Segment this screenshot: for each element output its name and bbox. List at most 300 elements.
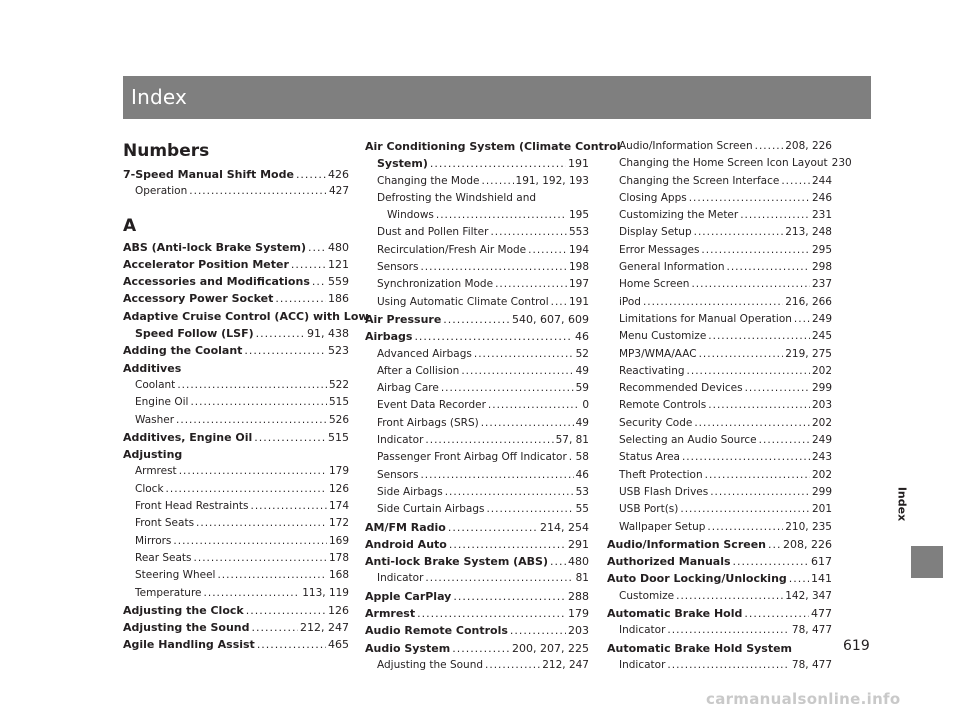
index-entry[interactable] bbox=[365, 536, 589, 553]
index-entry[interactable] bbox=[123, 308, 369, 325]
index-subentry[interactable] bbox=[365, 397, 589, 414]
entry-label: Mirrors bbox=[135, 534, 172, 547]
entry-pages[interactable]: 141 bbox=[811, 572, 832, 586]
dot-leader bbox=[744, 605, 809, 622]
entry-label: Rear Seats bbox=[135, 551, 192, 564]
entry-label: AM/FM Radio bbox=[365, 520, 446, 534]
entry-label: Changing the Home Screen Icon Layout bbox=[619, 157, 828, 170]
index-subentry[interactable] bbox=[365, 346, 589, 363]
dot-leader bbox=[420, 467, 573, 484]
entry-label: After a Collision bbox=[377, 364, 460, 377]
dot-leader bbox=[189, 183, 327, 200]
dot-leader bbox=[436, 207, 567, 224]
dot-leader bbox=[425, 432, 553, 449]
entry-pages[interactable]: 194 bbox=[568, 243, 589, 256]
entry-pages[interactable]: 49 bbox=[575, 364, 589, 377]
entry-pages[interactable]: 179 bbox=[568, 607, 589, 621]
index-subentry[interactable] bbox=[123, 567, 349, 584]
index-subentry[interactable] bbox=[365, 657, 589, 674]
entry-pages[interactable]: 213, 248 bbox=[785, 226, 832, 239]
entry-pages[interactable]: 214, 254 bbox=[540, 520, 589, 534]
index-subentry[interactable] bbox=[607, 173, 832, 190]
entry-label: Front Head Restraints bbox=[135, 500, 249, 513]
dot-leader bbox=[256, 325, 305, 342]
entry-label: USB Flash Drives bbox=[619, 485, 709, 498]
index-subentry[interactable] bbox=[123, 463, 349, 480]
index-subentry[interactable] bbox=[123, 183, 349, 200]
entry-pages[interactable]: 0 bbox=[582, 399, 589, 412]
entry-pages[interactable]: 191, 192, 193 bbox=[515, 174, 589, 187]
entry-label: Limitations for Manual Operation bbox=[619, 312, 792, 325]
entry-label: Side Airbags bbox=[377, 485, 443, 498]
entry-label: Air Conditioning System (Climate Control bbox=[365, 140, 621, 153]
dot-leader bbox=[275, 290, 326, 307]
index-subentry[interactable] bbox=[607, 311, 832, 328]
dot-leader bbox=[252, 619, 299, 636]
entry-label: Automatic Brake Hold bbox=[607, 607, 743, 621]
entry-pages[interactable]: 515 bbox=[328, 430, 349, 444]
entry-pages[interactable]: 53 bbox=[575, 485, 589, 498]
entry-pages[interactable]: 553 bbox=[568, 226, 589, 239]
header-band bbox=[123, 76, 871, 119]
index-subentry[interactable] bbox=[607, 259, 832, 276]
index-entry[interactable] bbox=[365, 519, 589, 536]
entry-pages[interactable]: 617 bbox=[811, 555, 832, 569]
index-subentry[interactable] bbox=[607, 328, 832, 345]
index-subentry[interactable] bbox=[123, 515, 349, 532]
entry-label: Automatic Brake Hold System bbox=[607, 641, 793, 655]
entry-pages[interactable]: 49 bbox=[575, 416, 589, 429]
entry-label: Sensors bbox=[377, 468, 419, 481]
index-subentry[interactable] bbox=[607, 657, 832, 674]
dot-leader bbox=[474, 346, 574, 363]
entry-label: Display Setup bbox=[619, 226, 692, 239]
entry-pages[interactable]: 46 bbox=[575, 468, 589, 481]
dot-leader bbox=[682, 449, 810, 466]
entry-pages[interactable]: 179 bbox=[328, 465, 349, 478]
entry-label: Indicator bbox=[619, 624, 666, 637]
entry-label: Passenger Front Airbag Off Indicator bbox=[377, 451, 567, 464]
index-entry[interactable] bbox=[607, 553, 832, 570]
entry-pages[interactable]: 202 bbox=[811, 364, 832, 377]
entry-pages[interactable]: 202 bbox=[811, 468, 832, 481]
index-subentry[interactable] bbox=[607, 484, 832, 501]
entry-label: Additives bbox=[123, 361, 182, 375]
index-subentry[interactable] bbox=[607, 519, 832, 536]
entry-pages[interactable]: 203 bbox=[568, 624, 589, 638]
entry-label: Accelerator Position Meter bbox=[123, 257, 289, 271]
index-subentry[interactable] bbox=[607, 588, 832, 605]
entry-label: Android Auto bbox=[365, 537, 447, 551]
index-entry[interactable] bbox=[365, 640, 589, 657]
index-subentry[interactable] bbox=[365, 259, 589, 276]
index-entry[interactable] bbox=[123, 619, 349, 636]
entry-pages[interactable]: 57, 81 bbox=[555, 434, 589, 447]
entry-label: Authorized Manuals bbox=[607, 555, 731, 569]
entry-label: Defrosting the Windshield and bbox=[377, 191, 537, 204]
entry-pages[interactable]: 231 bbox=[811, 209, 832, 222]
dot-leader bbox=[759, 432, 810, 449]
dot-leader bbox=[204, 585, 301, 602]
index-entry[interactable] bbox=[123, 290, 349, 307]
index-subentry[interactable] bbox=[607, 449, 832, 466]
dot-leader bbox=[490, 224, 567, 241]
index-subentry[interactable] bbox=[365, 432, 589, 449]
entry-pages[interactable]: 174 bbox=[328, 500, 349, 513]
index-subentry[interactable] bbox=[365, 570, 589, 587]
index-subentry[interactable] bbox=[123, 533, 349, 550]
entry-pages[interactable]: 178 bbox=[328, 551, 349, 564]
entry-pages[interactable]: 540, 607, 609 bbox=[512, 312, 589, 326]
dot-leader bbox=[461, 363, 573, 380]
index-subentry[interactable] bbox=[607, 622, 832, 639]
entry-pages[interactable]: 191 bbox=[568, 157, 589, 171]
entry-label: Washer bbox=[135, 413, 175, 426]
index-subentry[interactable] bbox=[607, 380, 832, 397]
page-title: Index bbox=[131, 85, 188, 109]
index-subentry[interactable] bbox=[365, 467, 589, 484]
index-subentry[interactable] bbox=[123, 377, 349, 394]
index-entry[interactable] bbox=[607, 570, 832, 587]
entry-pages[interactable]: 202 bbox=[811, 416, 832, 429]
entry-label: General Information bbox=[619, 261, 725, 274]
entry-pages[interactable]: 295 bbox=[811, 243, 832, 256]
index-subentry[interactable] bbox=[607, 415, 832, 432]
entry-label: Windows bbox=[387, 209, 434, 222]
dot-leader bbox=[667, 622, 790, 639]
entry-pages[interactable]: 523 bbox=[328, 344, 349, 358]
entry-pages[interactable]: 126 bbox=[328, 603, 349, 617]
index-subentry[interactable] bbox=[365, 449, 589, 466]
dot-leader bbox=[485, 657, 540, 674]
index-column-3 bbox=[607, 138, 852, 674]
dot-leader bbox=[176, 412, 327, 429]
index-subentry[interactable] bbox=[123, 394, 349, 411]
index-entry[interactable] bbox=[365, 553, 589, 570]
entry-label: Temperature bbox=[135, 586, 202, 599]
dot-leader bbox=[246, 602, 326, 619]
index-subentry[interactable] bbox=[365, 242, 589, 259]
entry-pages[interactable]: 201 bbox=[811, 503, 832, 516]
entry-pages[interactable]: 113, 119 bbox=[302, 586, 349, 599]
entry-label: Error Messages bbox=[619, 243, 700, 256]
entry-pages[interactable]: 559 bbox=[328, 275, 349, 289]
dot-leader bbox=[699, 346, 784, 363]
entry-label: Dust and Pollen Filter bbox=[377, 226, 489, 239]
entry-label: Accessories and Modifications bbox=[123, 275, 310, 289]
side-tab-label[interactable] bbox=[896, 474, 908, 534]
dot-leader bbox=[486, 501, 573, 518]
entry-pages[interactable]: 243 bbox=[811, 451, 832, 464]
entry-label: Accessory Power Socket bbox=[123, 292, 274, 306]
index-entry[interactable] bbox=[365, 588, 589, 605]
entry-pages[interactable]: 186 bbox=[328, 292, 349, 306]
entry-label: Adjusting the Sound bbox=[377, 658, 484, 671]
section-heading: Numbers bbox=[123, 141, 210, 161]
entry-label: USB Port(s) bbox=[619, 503, 679, 516]
entry-pages[interactable]: 52 bbox=[575, 347, 589, 360]
dot-leader bbox=[177, 377, 327, 394]
dot-leader bbox=[733, 553, 809, 570]
dot-leader bbox=[789, 570, 809, 587]
dot-leader bbox=[781, 173, 810, 190]
entry-pages[interactable]: 169 bbox=[328, 534, 349, 547]
dot-leader bbox=[676, 588, 783, 605]
entry-pages[interactable]: 191 bbox=[568, 295, 589, 308]
index-subentry[interactable] bbox=[607, 138, 832, 155]
dot-leader bbox=[254, 429, 326, 446]
dot-leader bbox=[452, 640, 510, 657]
index-entry[interactable] bbox=[365, 328, 589, 345]
entry-label: Speed Follow (LSF) bbox=[135, 327, 254, 341]
index-subentry[interactable] bbox=[365, 380, 589, 397]
entry-label: Synchronization Mode bbox=[377, 278, 494, 291]
index-entry[interactable] bbox=[123, 166, 349, 183]
entry-pages[interactable]: 81 bbox=[575, 572, 589, 585]
index-subentry[interactable] bbox=[123, 412, 349, 429]
index-entry[interactable] bbox=[123, 429, 349, 446]
index-subentry[interactable] bbox=[123, 550, 349, 567]
index-entry[interactable] bbox=[123, 602, 349, 619]
dot-leader bbox=[441, 380, 574, 397]
index-entry[interactable] bbox=[123, 342, 349, 359]
entry-label: Home Screen bbox=[619, 278, 690, 291]
index-entry[interactable] bbox=[123, 446, 349, 463]
entry-label: Reactivating bbox=[619, 364, 685, 377]
entry-pages[interactable]: 299 bbox=[811, 485, 832, 498]
dot-leader bbox=[190, 394, 327, 411]
entry-pages[interactable]: 216, 266 bbox=[785, 295, 832, 308]
entry-label: Engine Oil bbox=[135, 396, 189, 409]
entry-label: Indicator bbox=[377, 572, 424, 585]
dot-leader bbox=[166, 481, 327, 498]
index-subentry[interactable] bbox=[365, 207, 589, 224]
dot-leader bbox=[308, 239, 326, 256]
index-entry[interactable] bbox=[607, 605, 832, 622]
entry-label: Airbag Care bbox=[377, 382, 439, 395]
entry-pages[interactable]: 249 bbox=[811, 312, 832, 325]
index-subentry[interactable] bbox=[365, 276, 589, 293]
entry-pages[interactable]: 142, 347 bbox=[785, 589, 832, 602]
dot-leader bbox=[244, 342, 326, 359]
entry-label: Menu Customize bbox=[619, 330, 707, 343]
entry-label: Operation bbox=[135, 185, 188, 198]
entry-pages[interactable]: 197 bbox=[568, 278, 589, 291]
entry-pages[interactable]: 55 bbox=[575, 503, 589, 516]
dot-leader bbox=[312, 273, 326, 290]
entry-pages[interactable]: 59 bbox=[575, 382, 589, 395]
dot-leader bbox=[173, 533, 327, 550]
dot-leader bbox=[217, 567, 326, 584]
entry-pages[interactable]: 121 bbox=[328, 257, 349, 271]
index-subentry[interactable] bbox=[365, 415, 589, 432]
index-subentry[interactable] bbox=[365, 484, 589, 501]
dot-leader bbox=[488, 397, 580, 414]
entry-pages[interactable]: 477 bbox=[811, 607, 832, 621]
page-number: 619 bbox=[843, 638, 870, 654]
dot-leader bbox=[794, 311, 810, 328]
entry-pages[interactable]: 78, 477 bbox=[791, 624, 832, 637]
entry-pages[interactable]: 208, 226 bbox=[783, 537, 832, 551]
entry-pages[interactable]: 219, 275 bbox=[785, 347, 832, 360]
entry-pages[interactable]: 249 bbox=[811, 434, 832, 447]
entry-pages[interactable]: 291 bbox=[568, 537, 589, 551]
entry-pages[interactable]: 246 bbox=[811, 191, 832, 204]
dot-leader bbox=[745, 380, 810, 397]
index-entry[interactable] bbox=[365, 311, 589, 328]
dot-leader bbox=[687, 363, 810, 380]
index-entry[interactable] bbox=[365, 155, 589, 172]
dot-leader bbox=[707, 519, 783, 536]
side-tab-text: Index bbox=[895, 486, 909, 522]
entry-pages[interactable]: 288 bbox=[568, 589, 589, 603]
index-entry[interactable] bbox=[123, 273, 349, 290]
index-subentry[interactable] bbox=[607, 242, 832, 259]
dot-leader bbox=[510, 622, 566, 639]
index-subentry[interactable] bbox=[607, 294, 832, 311]
index-entry[interactable] bbox=[365, 622, 589, 639]
dot-leader bbox=[727, 259, 810, 276]
index-subentry[interactable] bbox=[123, 585, 349, 602]
entry-label: Adding the Coolant bbox=[123, 344, 243, 358]
entry-pages[interactable]: 172 bbox=[328, 517, 349, 530]
index-column-2 bbox=[365, 138, 621, 674]
entry-label: Agile Handling Assist bbox=[123, 638, 255, 652]
entry-label: Anti-lock Brake System (ABS) bbox=[365, 555, 548, 569]
entry-pages[interactable]: 299 bbox=[811, 382, 832, 395]
index-subentry[interactable] bbox=[607, 207, 832, 224]
index-entry[interactable] bbox=[607, 536, 832, 553]
entry-pages[interactable]: 245 bbox=[811, 330, 832, 343]
dot-leader bbox=[528, 242, 567, 259]
index-subentry[interactable] bbox=[607, 363, 832, 380]
entry-pages[interactable]: 515 bbox=[328, 396, 349, 409]
entry-pages[interactable]: 212, 247 bbox=[542, 658, 589, 671]
index-subentry[interactable] bbox=[365, 173, 589, 190]
entry-pages[interactable]: 168 bbox=[328, 569, 349, 582]
dot-leader bbox=[569, 449, 574, 466]
dot-leader bbox=[425, 570, 573, 587]
entry-pages[interactable]: 210, 235 bbox=[785, 520, 832, 533]
index-entry[interactable] bbox=[123, 360, 349, 377]
index-subentry[interactable] bbox=[123, 481, 349, 498]
entry-label: Advanced Airbags bbox=[377, 347, 472, 360]
index-entry[interactable] bbox=[365, 138, 621, 155]
entry-pages[interactable]: 426 bbox=[328, 168, 349, 181]
entry-label: Changing the Mode bbox=[377, 174, 480, 187]
index-entry[interactable] bbox=[123, 325, 349, 342]
index-subentry[interactable] bbox=[365, 363, 589, 380]
dot-leader bbox=[643, 294, 783, 311]
entry-pages[interactable]: 522 bbox=[328, 378, 349, 391]
dot-leader bbox=[417, 605, 566, 622]
dot-leader bbox=[710, 484, 810, 501]
section-heading: A bbox=[123, 215, 137, 236]
entry-label: ABS (Anti-lock Brake System) bbox=[123, 240, 306, 254]
entry-pages[interactable]: 208, 226 bbox=[785, 140, 832, 152]
dot-leader bbox=[705, 467, 810, 484]
side-tab bbox=[881, 0, 960, 560]
entry-label: Adjusting the Sound bbox=[123, 621, 250, 635]
index-subentry[interactable] bbox=[607, 432, 832, 449]
entry-label: Event Data Recorder bbox=[377, 399, 486, 412]
entry-label: Customizing the Meter bbox=[619, 209, 739, 222]
index-subentry[interactable] bbox=[607, 467, 832, 484]
dot-leader bbox=[755, 138, 784, 155]
entry-label: Clock bbox=[135, 482, 164, 495]
index-subentry[interactable] bbox=[607, 276, 832, 293]
index-subentry[interactable] bbox=[607, 190, 832, 207]
entry-pages[interactable]: 195 bbox=[568, 209, 589, 222]
dot-leader bbox=[257, 636, 326, 653]
dot-leader bbox=[414, 328, 573, 345]
dot-leader bbox=[694, 224, 784, 241]
index-subentry[interactable] bbox=[607, 501, 832, 518]
index-subentry[interactable] bbox=[365, 294, 589, 311]
index-entry[interactable] bbox=[123, 256, 349, 273]
entry-pages[interactable]: 526 bbox=[328, 413, 349, 426]
index-subentry[interactable] bbox=[607, 397, 832, 414]
dot-leader bbox=[453, 588, 566, 605]
index-subentry[interactable] bbox=[365, 501, 589, 518]
entry-label: iPod bbox=[619, 295, 641, 308]
entry-label: 7-Speed Manual Shift Mode bbox=[123, 168, 294, 181]
entry-pages[interactable]: 480 bbox=[568, 555, 589, 569]
entry-label: Indicator bbox=[619, 658, 666, 671]
entry-label: Air Pressure bbox=[365, 312, 442, 326]
index-entry[interactable] bbox=[607, 640, 832, 657]
index-subentry[interactable] bbox=[365, 190, 589, 207]
entry-pages[interactable]: 58 bbox=[575, 451, 589, 464]
entry-label: Audio Remote Controls bbox=[365, 624, 508, 638]
entry-pages[interactable]: 78, 477 bbox=[791, 658, 832, 671]
entry-pages[interactable]: 427 bbox=[328, 185, 349, 198]
index-subentry[interactable] bbox=[365, 224, 589, 241]
entry-pages[interactable]: 212, 247 bbox=[300, 621, 349, 635]
index-subentry[interactable] bbox=[607, 155, 852, 172]
index-subentry[interactable] bbox=[607, 346, 832, 363]
dot-leader bbox=[689, 190, 810, 207]
entry-pages[interactable]: 126 bbox=[328, 482, 349, 495]
entry-pages[interactable]: 200, 207, 225 bbox=[512, 641, 589, 655]
index-entry[interactable] bbox=[123, 239, 349, 256]
entry-label: Airbags bbox=[365, 330, 413, 344]
entry-label: Steering Wheel bbox=[135, 569, 216, 582]
dot-leader bbox=[694, 415, 810, 432]
index-subentry[interactable] bbox=[607, 224, 832, 241]
entry-pages[interactable]: 244 bbox=[811, 174, 832, 187]
entry-label: Coolant bbox=[135, 378, 176, 391]
index-entry[interactable] bbox=[365, 605, 589, 622]
entry-pages[interactable]: 46 bbox=[575, 330, 589, 344]
entry-label: Adjusting bbox=[123, 448, 183, 462]
index-entry[interactable] bbox=[123, 636, 349, 653]
index-subentry[interactable] bbox=[123, 498, 349, 515]
entry-pages[interactable]: 465 bbox=[328, 638, 349, 652]
dot-leader bbox=[708, 397, 810, 414]
index-column-1 bbox=[123, 138, 369, 654]
entry-pages[interactable]: 230 bbox=[831, 157, 852, 170]
entry-pages[interactable]: 198 bbox=[568, 261, 589, 274]
entry-label: Remote Controls bbox=[619, 399, 707, 412]
entry-pages[interactable]: 237 bbox=[811, 278, 832, 291]
entry-pages[interactable]: 480 bbox=[328, 240, 349, 254]
dot-leader bbox=[291, 256, 326, 273]
entry-pages[interactable]: 91, 438 bbox=[307, 327, 349, 341]
dot-leader bbox=[740, 207, 810, 224]
entry-pages[interactable]: 203 bbox=[811, 399, 832, 412]
entry-pages[interactable]: 298 bbox=[811, 261, 832, 274]
